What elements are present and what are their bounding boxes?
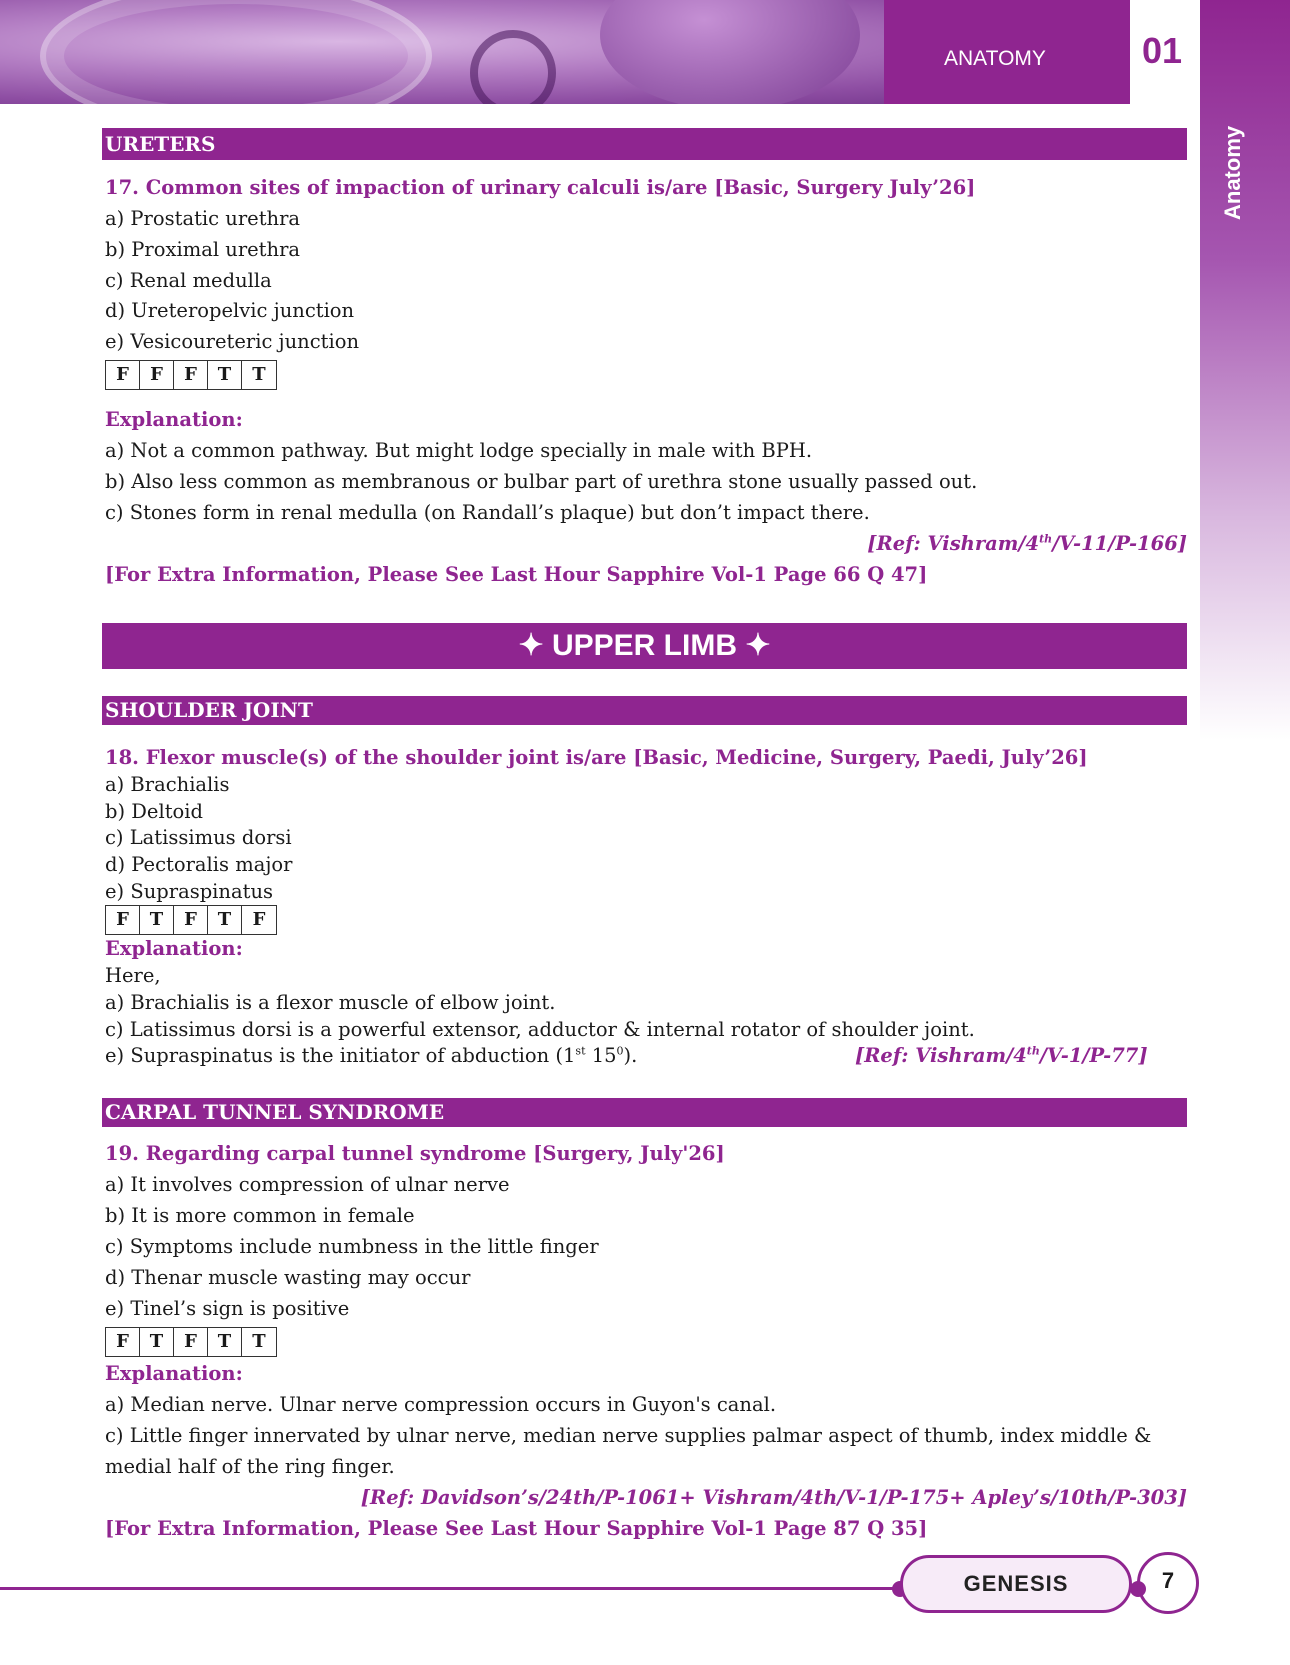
option: a) Brachialis (105, 773, 230, 796)
explanation-line: medial half of the ring finger. (105, 1455, 395, 1478)
answer-cell: F (252, 909, 266, 930)
option: d) Pectoralis major (105, 853, 293, 876)
option: e) Vesicoureteric junction (105, 330, 360, 353)
chapter-header-upper-limb (102, 623, 1187, 669)
section-header-carpal-tunnel: CARPAL TUNNEL SYNDROME (102, 1098, 1187, 1127)
question-18: 18. Flexor muscle(s) of the shoulder joint is/are [Basic, Medicine, Surgery, Paedi, July’26] (105, 746, 1088, 769)
chapter-number: 01 (1142, 30, 1183, 71)
chapter-header-label: UPPER LIMB (551, 629, 737, 662)
explanation-line: a) Median nerve. Ulnar nerve compression occurs in Guyon's canal. (105, 1393, 777, 1416)
explanation-line: a) Brachialis is a flexor muscle of elbow joint. (105, 991, 556, 1014)
explanation-line: c) Latissimus dorsi is a powerful extensor, adductor & internal rotator of shoulder joint. (105, 1018, 975, 1041)
answer-cell: F (106, 1328, 140, 1356)
option: c) Symptoms include numbness in the little finger (105, 1235, 599, 1258)
option: a) Prostatic urethra (105, 207, 301, 230)
answer-cell: F (106, 906, 140, 934)
option: b) Deltoid (105, 800, 203, 823)
reference: [Ref: Davidson’s/24th/P-1061+ Vishram/4th/V-1/P-175+ Apley’s/10th/P-303] (360, 1486, 1187, 1509)
footer-rule (0, 1587, 905, 1590)
answer-cell: F (140, 361, 174, 389)
explanation-line: c) Stones form in renal medulla (on Randall’s plaque) but don’t impact there. (105, 501, 870, 524)
explanation-line: b) Also less common as membranous or bulbar part of urethra stone usually passed out. (105, 470, 978, 493)
explanation-line: e) Supraspinatus is the initiator of abduction (1st $15^0$). (105, 1044, 638, 1067)
question-19: 19. Regarding carpal tunnel syndrome [Surgery, July'26] (105, 1142, 725, 1165)
explanation-line: a) Not a common pathway. But might lodge specially in male with BPH. (105, 439, 813, 462)
answer-cell: T (252, 364, 266, 385)
answer-cell: T (140, 1328, 174, 1356)
question-17: 17. Common sites of impaction of urinary calculi is/are [Basic, Surgery July’26] (105, 176, 976, 199)
option: c) Latissimus dorsi (105, 826, 292, 849)
explanation-label: Explanation: (105, 937, 243, 960)
option: e) Supraspinatus (105, 880, 274, 903)
extra-info: [For Extra Information, Please See Last Hour Sapphire Vol-1 Page 66 Q 47] (105, 563, 928, 586)
side-tab (1200, 0, 1290, 740)
extra-info: [For Extra Information, Please See Last Hour Sapphire Vol-1 Page 87 Q 35] (105, 1517, 928, 1540)
option: c) Renal medulla (105, 269, 272, 292)
reference: [Ref: Vishram/4th/V-1/P-77] (855, 1044, 1148, 1067)
answer-cell: F (174, 361, 208, 389)
explanation-line: Here, (105, 964, 161, 987)
reference: [Ref: Vishram/4th/V-11/P-166] (867, 532, 1187, 555)
answer-cell: F (174, 1328, 208, 1356)
section-header-ureters: URETERS (102, 128, 1187, 160)
section-tab (884, 0, 1130, 104)
chapter-number-box (1130, 0, 1200, 104)
section-header-shoulder: SHOULDER JOINT (102, 696, 1187, 725)
footer-brand: GENESIS (900, 1555, 1132, 1613)
side-tab-label: Anatomy (1220, 125, 1245, 220)
option: e) Tinel’s sign is positive (105, 1297, 350, 1320)
answer-cell: T (208, 361, 242, 389)
page-number: 7 (1137, 1552, 1199, 1614)
answer-key (105, 360, 277, 390)
explanation-label: Explanation: (105, 1362, 243, 1385)
option: a) It involves compression of ulnar nerve (105, 1173, 510, 1196)
answer-cell: T (252, 1331, 266, 1352)
answer-cell: T (140, 906, 174, 934)
explanation-label: Explanation: (105, 408, 243, 431)
option: b) Proximal urethra (105, 238, 301, 261)
explanation-line: c) Little finger innervated by ulnar nerve, median nerve supplies palmar aspect of thumb, index middle & (105, 1424, 1152, 1447)
answer-cell: T (208, 906, 242, 934)
section-title: ANATOMY (944, 47, 1046, 70)
answer-cell: T (208, 1328, 242, 1356)
star-icon: ✦ (518, 629, 544, 662)
answer-key (105, 905, 277, 935)
option: d) Thenar muscle wasting may occur (105, 1266, 471, 1289)
answer-cell: F (174, 906, 208, 934)
option: b) It is more common in female (105, 1204, 415, 1227)
answer-key (105, 1327, 277, 1357)
option: d) Ureteropelvic junction (105, 299, 355, 322)
star-icon: ✦ (745, 629, 771, 662)
answer-cell: F (106, 361, 140, 389)
